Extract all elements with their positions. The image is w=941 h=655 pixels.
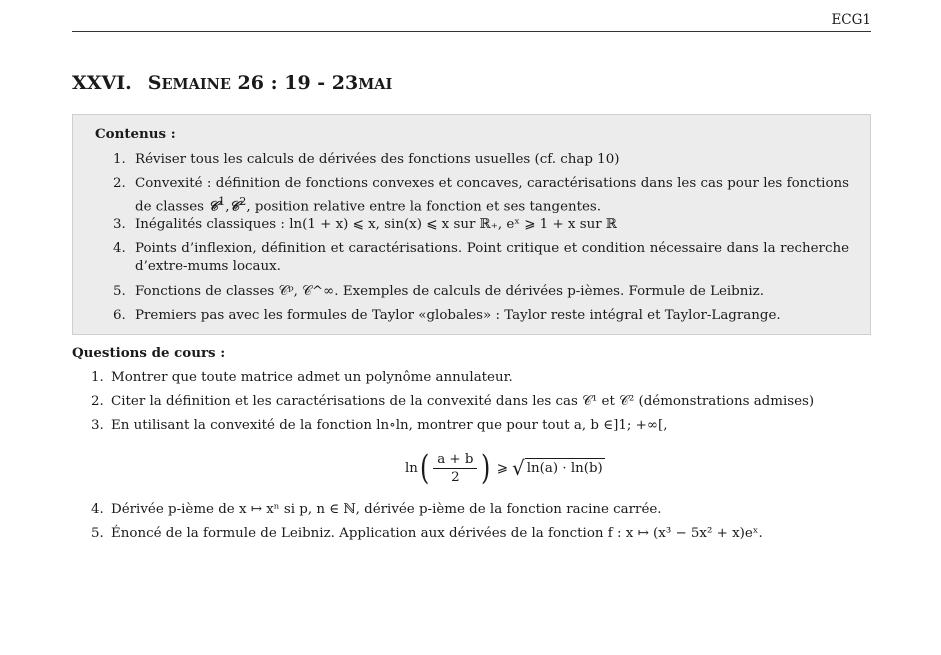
separator: ,: [225, 199, 230, 215]
formula-ln: ln: [405, 460, 418, 476]
title-month: MAI: [358, 76, 393, 93]
section-number: XXVI.: [72, 72, 132, 94]
square-root: [512, 458, 605, 478]
item-text: Convexité : définition de fonctions convexes et concaves, caractérisations dans les cas pour les fonctions de classes: [135, 176, 849, 215]
item-text: Inégalités classiques : ln(1 + x) ⩽ x, sin(x) ⩽ x sur ℝ₊, eˣ ⩾ 1 + x sur ℝ: [135, 217, 618, 232]
item-number: 5.: [91, 526, 104, 541]
item-number: 2.: [113, 176, 126, 191]
item-text-end: , position relative entre la fonction et ses tangentes.: [246, 199, 602, 215]
title-week-initial: S: [147, 72, 162, 94]
item-text: Citer la définition et les caractérisations de la convexité dans les cas 𝒞¹ et 𝒞² (démonstrations admises): [111, 394, 815, 409]
contents-item: [113, 283, 849, 301]
contents-item: [113, 175, 849, 216]
item-number: 4.: [113, 241, 126, 256]
contents-item: [113, 151, 849, 169]
header-rule: [72, 31, 871, 32]
fraction-numerator: a + b: [433, 452, 477, 469]
contents-box: [72, 114, 871, 335]
item-text: Dérivée p-ième de x ↦ xⁿ si p, n ∈ ℕ, dérivée p-ième de la fonction racine carrée.: [111, 502, 662, 517]
question-item: [91, 369, 851, 387]
item-text: Réviser tous les calculs de dérivées des fonctions usuelles (cf. chap 10): [135, 152, 620, 167]
item-text: En utilisant la convexité de la fonction ln∘ln, montrer que pour tout a, b ∈]1; +∞[,: [111, 418, 668, 433]
item-number: 3.: [113, 217, 126, 232]
item-number: 2.: [91, 394, 104, 409]
item-number: 3.: [91, 418, 104, 433]
question-item: [91, 501, 851, 519]
item-text: Points d’inflexion, définition et caractérisations. Point critique et condition nécessaire dans la recherche d’extre-mums locaux.: [135, 241, 849, 274]
header-tag: ECG1: [831, 12, 871, 28]
question-item: [91, 393, 851, 411]
class-symbol: 𝒞: [229, 198, 240, 215]
radical-icon: √: [511, 456, 525, 480]
item-number: 6.: [113, 308, 126, 323]
contents-heading: Contenus :: [95, 126, 176, 142]
item-text: Montrer que toute matrice admet un polynôme annulateur.: [111, 370, 513, 385]
question-item: [91, 525, 851, 543]
fraction: [433, 452, 477, 485]
superscript: 2: [239, 195, 247, 208]
item-text: Premiers pas avec les formules de Taylor «globales» : Taylor reste intégral et Taylor-Lagrange.: [135, 308, 781, 323]
contents-item: [113, 216, 849, 234]
questions-heading: Questions de cours :: [72, 345, 226, 361]
radicand: ln(a) · ln(b): [525, 458, 605, 478]
superscript: 1: [218, 195, 226, 208]
item-number: 4.: [91, 502, 104, 517]
item-number: 5.: [113, 284, 126, 299]
formula-geq: ⩾: [496, 460, 508, 476]
display-formula: [405, 448, 605, 488]
contents-item: [113, 240, 849, 276]
fraction-denominator: 2: [451, 469, 460, 485]
contents-item: [113, 307, 849, 325]
page-title: [72, 72, 392, 94]
right-paren: ): [481, 448, 491, 488]
class-symbol: 𝒞: [208, 198, 219, 215]
left-paren: (: [419, 448, 430, 488]
title-dates: 26 : 19 - 23: [237, 72, 359, 94]
item-number: 1.: [91, 370, 104, 385]
item-text: Fonctions de classes 𝒞ᵖ, 𝒞^∞. Exemples de calculs de dérivées p-ièmes. Formule de Leibniz.: [135, 284, 764, 299]
question-item: [91, 417, 851, 435]
item-number: 1.: [113, 152, 126, 167]
item-text: Énoncé de la formule de Leibniz. Application aux dérivées de la fonction f : x ↦ (x³ − 5x² + x)eˣ.: [111, 526, 763, 541]
title-week-rest: EMAINE: [161, 76, 231, 93]
